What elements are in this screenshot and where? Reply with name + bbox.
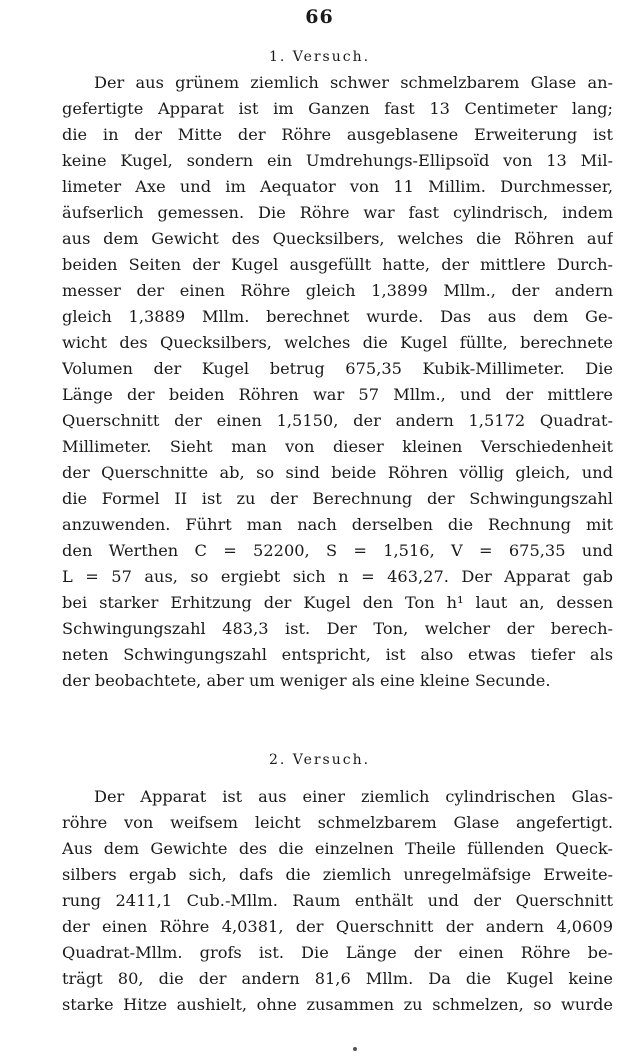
text-line: der beobachtete, aber um weniger als eine kleine Secunde.	[62, 671, 551, 690]
text-line: der Querschnitte ab, so sind beide Röhren völlig gleich, und	[62, 463, 613, 482]
text-line: Querschnitt der einen 1,5150, der andern 1,5172 Quadrat-	[62, 411, 613, 430]
text-line: anzuwenden. Führt man nach derselben die Rechnung mit	[62, 515, 613, 534]
text-line: Der Apparat ist aus einer ziemlich cylindrischen Glas-	[94, 787, 613, 806]
section-heading-1: 1. Versuch.	[268, 49, 371, 65]
text-line: die in der Mitte der Röhre ausgeblasene Erweiterung ist	[62, 125, 613, 144]
text-line: den Werthen C = 52200, S = 1,516, V = 675,35 und	[62, 541, 613, 560]
text-line: der einen Röhre 4,0381, der Querschnitt der andern 4,0609	[62, 917, 613, 936]
text-line: neten Schwingungszahl entspricht, ist also etwas tiefer als	[62, 645, 613, 664]
text-line: aus dem Gewicht des Quecksilbers, welches die Röhren auf	[62, 229, 613, 248]
text-line: limeter Axe und im Aequator von 11 Millim. Durchmesser,	[62, 177, 613, 196]
section-heading-2: 2. Versuch.	[268, 752, 371, 768]
text-line: Volumen der Kugel betrug 675,35 Kubik-Millimeter. Die	[62, 359, 613, 378]
text-line: beiden Seiten der Kugel ausgefüllt hatte, der mittlere Durch-	[62, 255, 613, 274]
text-line: Quadrat-Mllm. grofs ist. Die Länge der einen Röhre be-	[62, 943, 613, 962]
text-line: Der aus grünem ziemlich schwer schmelzbarem Glase an-	[94, 73, 613, 92]
text-line: Länge der beiden Röhren war 57 Mllm., und der mittlere	[62, 385, 613, 404]
text-line: trägt 80, die der andern 81,6 Mllm. Da die Kugel keine	[62, 969, 613, 988]
page-number: 66	[305, 6, 334, 28]
text-line: starke Hitze aushielt, ohne zusammen zu schmelzen, so wurde	[62, 995, 613, 1014]
ink-speck	[353, 1047, 357, 1051]
text-line: L = 57 aus, so ergiebt sich n = 463,27. Der Apparat gab	[62, 567, 613, 586]
text-line: die Formel II ist zu der Berechnung der Schwingungszahl	[62, 489, 613, 508]
text-line: silbers ergab sich, dafs die ziemlich unregelmäfsige Erweite-	[62, 865, 613, 884]
text-line: gleich 1,3889 Mllm. berechnet wurde. Das aus dem Ge-	[62, 307, 613, 326]
text-line: äufserlich gemessen. Die Röhre war fast cylindrisch, indem	[62, 203, 613, 222]
text-line: keine Kugel, sondern ein Umdrehungs-Ellipsoïd von 13 Mil-	[62, 151, 613, 170]
text-line: Schwingungszahl 483,3 ist. Der Ton, welcher der berech-	[62, 619, 613, 638]
text-line: rung 2411,1 Cub.-Mllm. Raum enthält und der Querschnitt	[62, 891, 613, 910]
text-line: wicht des Quecksilbers, welches die Kugel füllte, berechnete	[62, 333, 613, 352]
text-line: gefertigte Apparat ist im Ganzen fast 13 Centimeter lang;	[62, 99, 613, 118]
text-line: messer der einen Röhre gleich 1,3899 Mllm., der andern	[62, 281, 613, 300]
text-line: röhre von weifsem leicht schmelzbarem Glase angefertigt.	[62, 813, 613, 832]
text-line: bei starker Erhitzung der Kugel den Ton h¹ laut an, dessen	[62, 593, 613, 612]
text-line: Aus dem Gewichte des die einzelnen Theile füllenden Queck-	[62, 839, 613, 858]
text-line: Millimeter. Sieht man von dieser kleinen Verschiedenheit	[62, 437, 613, 456]
